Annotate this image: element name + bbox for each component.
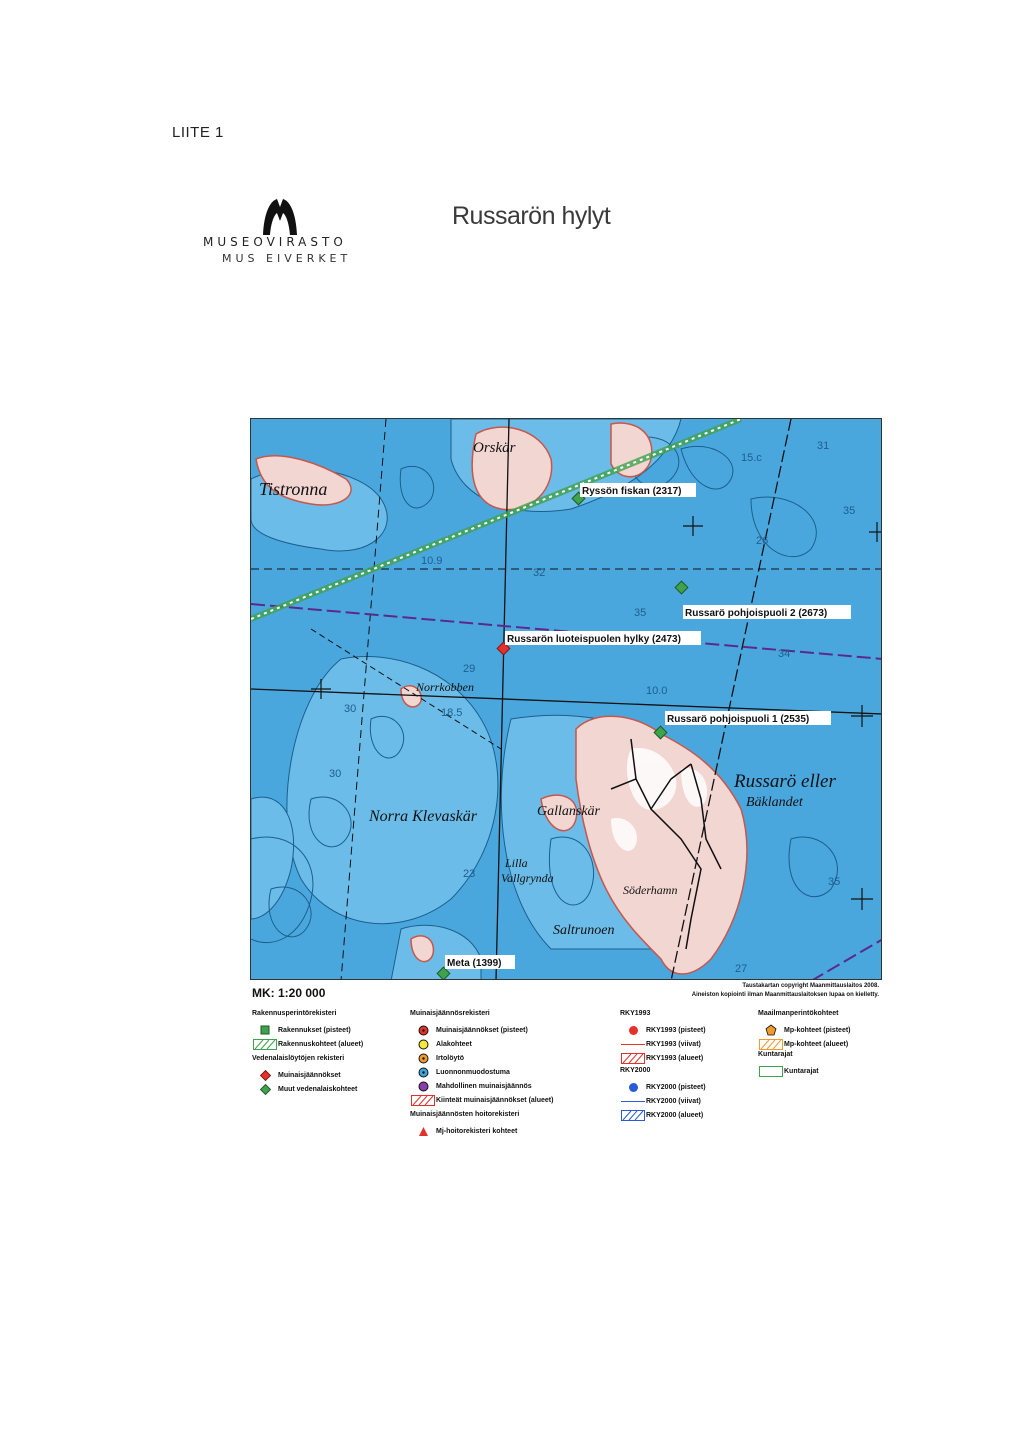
blue-circle-icon [410,1067,436,1078]
depth-label: 29 [463,663,476,675]
legend-column-world-heritage [758,1010,851,1078]
map-frame [250,418,882,980]
map-scale: MK: 1:20 000 [252,986,326,1000]
depth-label: 23 [463,868,476,880]
depth-label: 18.5 [441,707,463,719]
legend-item: Rakennuskohteet (alueet) [252,1037,363,1051]
legend-item: RKY2000 (pisteet) [620,1080,706,1094]
orange-hatch-icon [758,1039,784,1050]
depth-label: 15.c [741,452,762,464]
yellow-circle-icon [410,1039,436,1050]
legend-item: RKY1993 (viivat) [620,1037,706,1051]
site-label-ryssonfiskan: Ryssön fiskan (2317) [582,486,682,497]
legend-item: RKY2000 (alueet) [620,1108,706,1122]
legend-column-ancient-monuments [410,1010,553,1138]
logo-text-finnish: MUSEOVIRASTO [203,235,347,249]
blue-line-icon [620,1096,646,1107]
place-norrkobben: Norrkobben [416,680,474,694]
orange-circle-icon [410,1053,436,1064]
red-line-icon [620,1039,646,1050]
place-norra-klevaskar: Norra Klevaskär [369,808,477,825]
legend-header: Kuntarajat [758,1051,793,1058]
legend-item: Muinaisjäännökset [252,1068,363,1082]
place-gallanskar: Gallanskär [537,804,600,819]
depth-label: 26 [756,535,769,547]
green-diamond-icon [252,1084,278,1095]
logo-text-swedish: MUS EIVERKET [222,252,352,265]
depth-label: 30 [329,768,342,780]
legend-item: Mj-hoitorekisteri kohteet [410,1124,553,1138]
depth-label: 35 [843,505,856,517]
legend-item: Kuntarajat [758,1064,851,1078]
legend-item: Kiinteät muinaisjäännökset (alueet) [410,1093,553,1107]
depth-label: 30 [344,703,357,715]
legend-header: RKY1993 [620,1010,651,1017]
copyright-line-2: Aineiston kopiointi ilman Maanmittauslaitoksen lupaa on kielletty. [691,992,879,998]
legend-item: Alakohteet [410,1037,553,1051]
place-tistronna: Tistronna [259,479,328,499]
red-diamond-icon [252,1070,278,1081]
depth-label: 32 [533,567,546,579]
legend-header: Rakennusperintörekisteri [252,1010,337,1017]
depth-label: 35 [828,876,841,888]
place-saltrunoen: Saltrunoen [553,923,615,938]
legend-item: Rakennukset (pisteet) [252,1023,363,1037]
legend-column-rky [620,1010,706,1122]
legend-item: RKY1993 (alueet) [620,1051,706,1065]
green-square-icon [252,1025,278,1035]
purple-circle-icon [410,1081,436,1092]
legend-item: Mp-kohteet (pisteet) [758,1023,851,1037]
legend-item: RKY1993 (pisteet) [620,1023,706,1037]
depth-label: 34 [778,648,791,660]
blue-dot-icon [620,1082,646,1093]
legend-item: RKY2000 (viivat) [620,1094,706,1108]
site-label-russaro-pohjoispuoli-1: Russarö pohjoispuoli 1 (2535) [667,714,810,725]
map-canvas [251,419,882,980]
legend-column-building-heritage [252,1010,363,1096]
legend-item: Irtolöytö [410,1051,553,1065]
legend-item: Muut vedenalaiskohteet [252,1082,363,1096]
legend-item: Mp-kohteet (alueet) [758,1037,851,1051]
red-hatch-icon [620,1053,646,1064]
place-orskar: Orskär [473,440,516,456]
blue-hatch-icon [620,1110,646,1121]
depth-label: 27 [735,963,748,975]
place-lilla: Lilla [505,856,528,870]
legend-header: RKY2000 [620,1067,651,1074]
page-title: Russarön hylyt [452,202,611,230]
legend-item: Mahdollinen muinaisjäännös [410,1079,553,1093]
place-soderhamn: Söderhamn [623,883,678,897]
place-vallgrynda: Vallgrynda [501,871,554,885]
site-label-russaro-pohjoispuoli-2: Russarö pohjoispuoli 2 (2673) [685,608,828,619]
site-label-russaron-luoteispuolen-hylky: Russarön luoteispuolen hylky (2473) [507,634,681,645]
place-baklandet: Bäklandet [746,795,803,810]
copyright-line-1: Taustakartan copyright Maanmittauslaitos 2008. [742,983,879,989]
green-outline-box-icon [758,1066,784,1077]
red-triangle-icon [410,1126,436,1137]
green-hatch-icon [252,1039,278,1050]
orange-pentagon-icon [758,1024,784,1036]
depth-label: 31 [817,440,830,452]
red-dot-icon [620,1025,646,1036]
depth-label: 10.9 [421,555,443,567]
legend-item: Muinaisjäännökset (pisteet) [410,1023,553,1037]
legend-item: Luonnonmuodostuma [410,1065,553,1079]
legend-header: Muinaisjäännösten hoitorekisteri [410,1111,520,1118]
site-label-meta: Meta (1399) [447,958,502,969]
red-hatch-icon [410,1095,436,1106]
depth-label: 35 [634,607,647,619]
appendix-label: LIITE 1 [172,124,224,141]
red-circle-icon [410,1025,436,1036]
legend-header: Maailmanperintökohteet [758,1010,839,1017]
place-russaro: Russarö eller [734,771,836,792]
legend-header: Muinaisjäännösrekisteri [410,1010,490,1017]
legend-header: Vedenalaislöytöjen rekisteri [252,1055,345,1062]
depth-label: 10.0 [646,685,668,697]
